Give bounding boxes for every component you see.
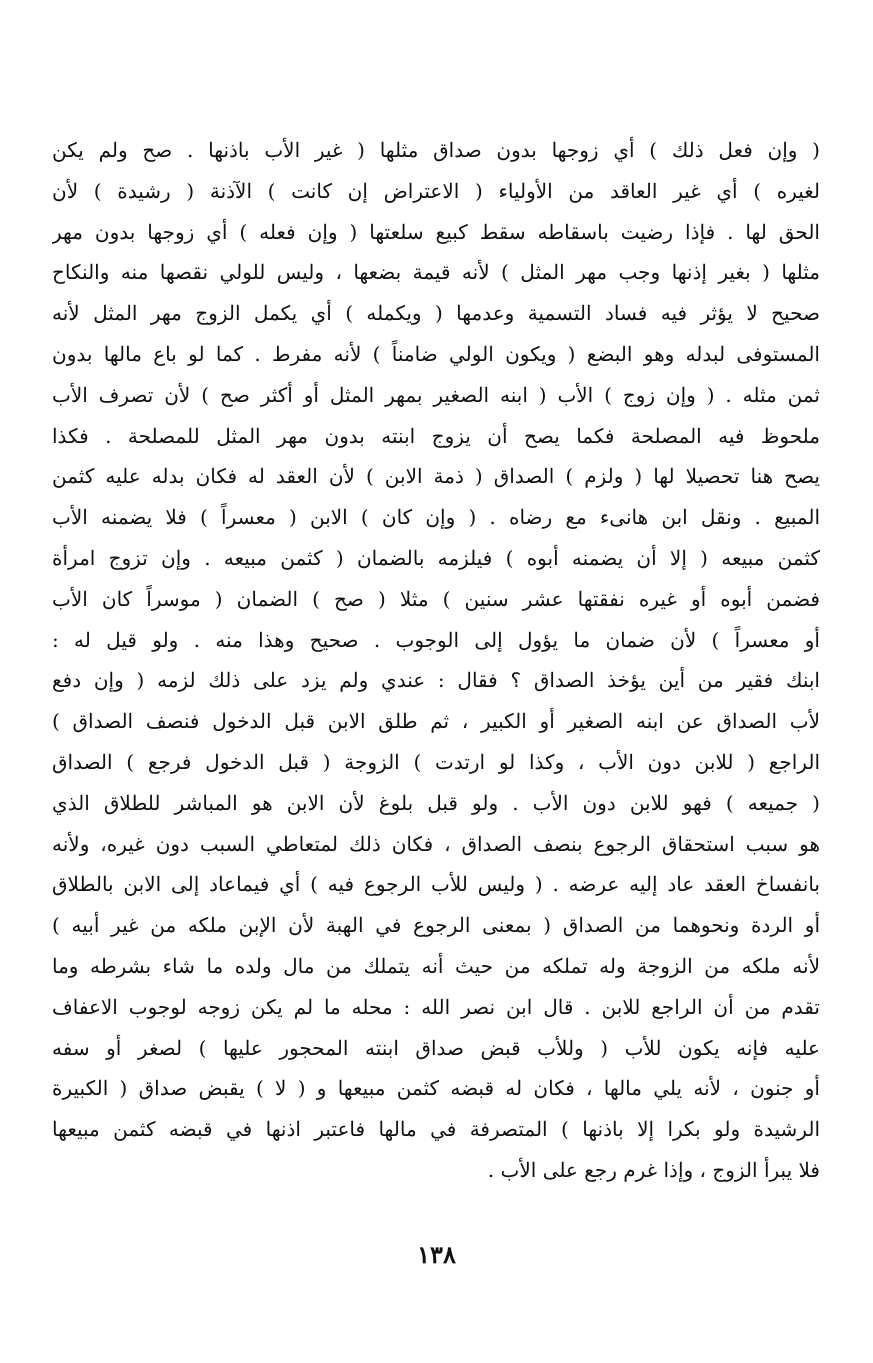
text-line: صحيح لا يؤثر فيه فساد التسمية وعدمها ( ويكمله ) أي يكمل الزوج مهر المثل لأنه [52, 301, 820, 326]
text-line: ثمن مثله . ( وإن زوج ) الأب ( ابنه الصغير بمهر المثل أو أكثر صح ) لأن تصرف الأب [52, 382, 820, 407]
text-line: ملحوظ فيه المصلحة فكما يصح أن يزوج ابنته بدون مهر المثل للمصلحة . فكذا [52, 423, 820, 448]
body-text [52, 130, 820, 1191]
text-line: تقدم من أن الراجع للابن . قال ابن نصر الله : محله ما لم يكن زوجه لوجوب الاعفاف [52, 994, 820, 1019]
text-line: الرشيدة ولو بكرا إلا باذنها ) المتصرفة في مالها فاعتبر اذنها في قبضه كثمن مبيعها [52, 1117, 820, 1142]
text-line: كثمن مبيعه ( إلا أن يضمنه أبوه ) فيلزمه بالضمان ( كثمن مبيعه . وإن تزوج امرأة [52, 545, 820, 570]
text-line: ( جميعه ) فهو للابن دون الأب . ولو قبل بلوغ لأن الابن هو المباشر للطلاق الذي [52, 790, 820, 815]
text-line: لغيره ) أي غير العاقد من الأولياء ( الاعتراض إن كانت ) الآذنة ( رشيدة ) لأن [52, 178, 820, 203]
text-line: ( وإن فعل ذلك ) أي زوجها بدون صداق مثلها ( غير الأب باذنها . صح ولم يكن [52, 138, 820, 162]
text-line: المستوفى لبدله وهو البضع ( ويكون الولي ضامناً ) لأنه مفرط . كما لو باع مالها بدون [52, 341, 820, 366]
text-line: الحق لها . فإذا رضيت باسقاطه سقط كبيع سلعتها ( وإن فعله ) أي زوجها بدون مهر [52, 219, 820, 244]
text-line: أو جنون ، لأنه يلي مالها ، فكان له قبضه كثمن مبيعها و ( لا ) يقبض صداق ( الكبيرة [52, 1076, 820, 1101]
text-line: هو سبب استحقاق الرجوع بنصف الصداق ، فكان ذلك لمتعاطي السبب دون غيره، ولأنه [52, 831, 820, 856]
text-line: لأنه ملكه من الزوجة وله تملكه من حيث أنه يتملك من مال ولده ما شاء بشرطه وما [52, 953, 820, 978]
text-line: المبيع . ونقل ابن هانىء مع رضاه . ( وإن كان ) الابن ( معسراً ) فلا يضمنه الأب [52, 505, 820, 530]
page-number: ١٣٨ [417, 1240, 456, 1269]
text-line: عليه فإنه يكون للأب ( وللأب قبض صداق ابنته المحجور عليها ) لصغر أو سفه [52, 1035, 820, 1060]
text-line: فضمن أبوه أو غيره نفقتها عشر سنين ) مثلا ( صح ) الضمان ( موسراً كان الأب [52, 586, 820, 611]
text-line: ابنك فقير من أين يؤخذ الصداق ؟ فقال : عندي ولم يزد على ذلك لزمه ( وإن دفع [52, 668, 820, 693]
text-line: فلا يبرأ الزوج ، وإذا غرم رجع على الأب . [487, 1157, 820, 1182]
text-line: أو معسراً ) لأن ضمان ما يؤول إلى الوجوب . صحيح وهذا منه . ولو قيل له : [52, 627, 820, 652]
text-line: أو الردة ونحوهما من الصداق ( بمعنى الرجوع في الهبة لأن الإبن ملكه من غير أبيه ) [52, 913, 820, 938]
text-line: الراجع ( للابن دون الأب ، وكذا لو ارتدت ) الزوجة ( قبل الدخول فرجع ) الصداق [52, 749, 820, 774]
text-line: لأب الصداق عن ابنه الصغير أو الكبير ، ثم طلق الابن قبل الدخول فنصف الصداق ) [52, 709, 820, 734]
text-line: مثلها ( بغير إذنها وجب مهر المثل ) لأنه قيمة بضعها ، وليس للولي نقصها منه والنكاح [52, 260, 820, 285]
text-line: بانفساخ العقد عاد إليه عرضه . ( وليس للأب الرجوع فيه ) أي فيماعاد إلى الابن بالطلاق [52, 872, 820, 897]
text-line: يصح هنا تحصيلا لها ( ولزم ) الصداق ( ذمة الابن ) لأن العقد له فكان بدله عليه كثمن [52, 464, 820, 489]
